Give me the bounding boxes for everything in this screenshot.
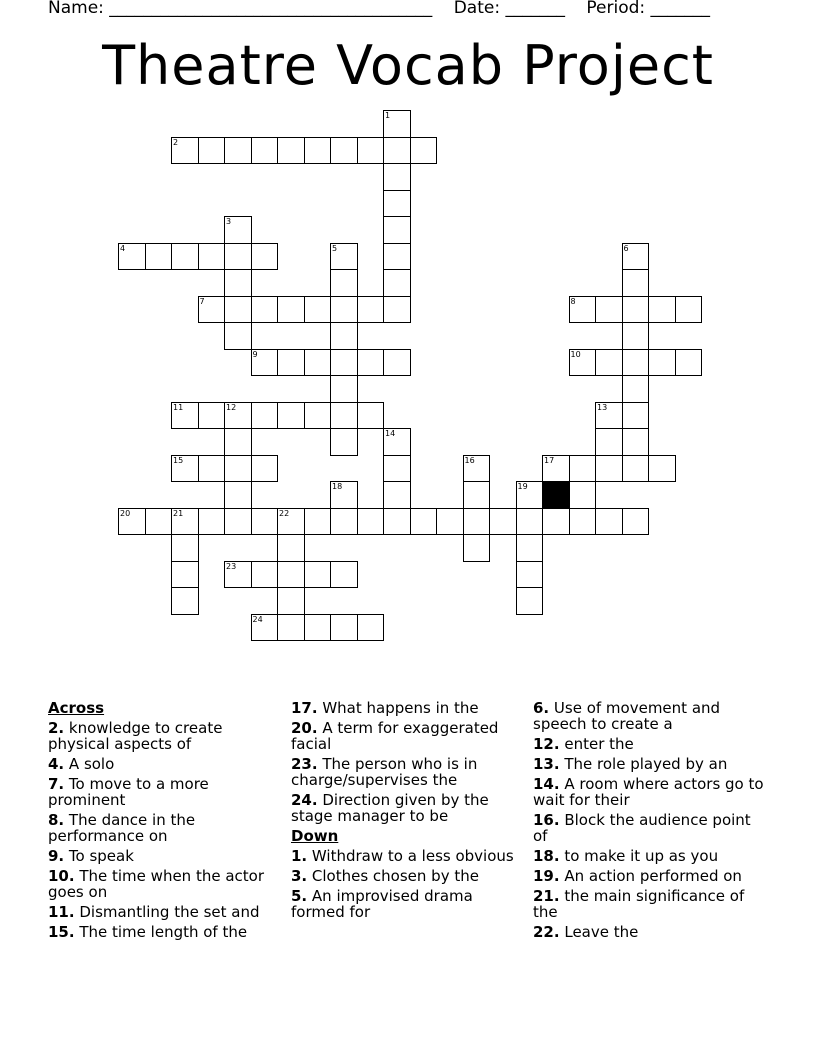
grid-cell[interactable] — [516, 587, 544, 615]
grid-black-cell — [542, 481, 570, 509]
clue-item — [48, 776, 278, 808]
clue-item-number: 23. — [291, 755, 318, 773]
grid-cell[interactable] — [198, 402, 226, 430]
grid-cell[interactable] — [383, 481, 411, 509]
clue-number: 16 — [464, 455, 475, 465]
clue-item-number: 11. — [48, 903, 75, 921]
clue-item-text: The time when the actor goes on — [48, 867, 264, 901]
clue-item-number: 19. — [533, 867, 560, 885]
clue-item — [48, 756, 278, 772]
clue-item — [48, 924, 278, 940]
clue-item-text: enter the — [559, 735, 634, 753]
clue-item — [48, 868, 278, 900]
clue-item-text: A room where actors go to wait for their — [533, 775, 764, 809]
clue-item-text: Clothes chosen by the — [307, 867, 479, 885]
grid-cell[interactable] — [145, 508, 173, 536]
grid-cell[interactable] — [277, 587, 305, 615]
clues-column-2 — [291, 700, 521, 924]
clue-item-number: 10. — [48, 867, 75, 885]
grid-cell[interactable] — [516, 534, 544, 562]
grid-cell[interactable] — [145, 243, 173, 271]
grid-cell[interactable] — [277, 534, 305, 562]
grid-cell[interactable] — [516, 508, 544, 536]
clue-item-text: The dance in the performance on — [48, 811, 196, 845]
grid-cell[interactable] — [171, 561, 199, 589]
clue-item-number: 9. — [48, 847, 65, 865]
grid-cell[interactable] — [330, 269, 358, 297]
grid-cell[interactable] — [304, 402, 332, 430]
clue-item-text: to make it up as you — [559, 847, 719, 865]
grid-cell[interactable] — [383, 428, 411, 456]
clue-item — [533, 888, 768, 920]
clue-item — [48, 904, 278, 920]
grid-cell[interactable] — [224, 561, 252, 589]
grid-cell[interactable] — [383, 269, 411, 297]
clue-item — [291, 700, 521, 716]
grid-cell[interactable] — [330, 322, 358, 350]
grid-cell[interactable] — [542, 455, 570, 483]
grid-cell[interactable] — [330, 508, 358, 536]
grid-cell[interactable] — [304, 508, 332, 536]
grid-cell[interactable] — [330, 349, 358, 377]
grid-cell[interactable] — [277, 137, 305, 165]
grid-cell[interactable] — [224, 296, 252, 324]
grid-cell[interactable] — [383, 216, 411, 244]
grid-cell[interactable] — [622, 402, 650, 430]
grid-cell[interactable] — [383, 349, 411, 377]
clue-number: 21 — [173, 508, 184, 518]
grid-cell[interactable] — [224, 269, 252, 297]
clue-number: 3 — [226, 217, 232, 226]
clue-number: 2 — [173, 137, 179, 147]
grid-cell[interactable] — [330, 428, 358, 456]
grid-cell[interactable] — [171, 534, 199, 562]
clue-item — [533, 700, 768, 732]
grid-cell[interactable] — [277, 561, 305, 589]
grid-cell[interactable] — [304, 614, 332, 642]
grid-cell[interactable] — [330, 243, 358, 271]
grid-cell[interactable] — [383, 190, 411, 218]
clue-item-number: 15. — [48, 923, 75, 941]
grid-cell[interactable] — [251, 137, 279, 165]
grid-cell[interactable] — [648, 349, 676, 377]
grid-cell[interactable] — [516, 561, 544, 589]
clue-item-number: 20. — [291, 719, 318, 737]
grid-cell[interactable] — [224, 322, 252, 350]
grid-cell[interactable] — [304, 349, 332, 377]
grid-cell[interactable] — [224, 481, 252, 509]
grid-cell[interactable] — [383, 508, 411, 536]
grid-cell[interactable] — [622, 428, 650, 456]
clue-number: 18 — [332, 482, 343, 491]
grid-cell[interactable] — [383, 137, 411, 165]
grid-cell[interactable] — [595, 296, 623, 324]
grid-cell[interactable] — [383, 243, 411, 271]
grid-cell[interactable] — [542, 508, 570, 536]
clue-item-number: 18. — [533, 847, 560, 865]
clue-item — [533, 868, 768, 884]
clue-item — [48, 812, 278, 844]
grid-cell[interactable] — [171, 137, 199, 165]
clue-item-number: 8. — [48, 811, 65, 829]
grid-cell[interactable] — [569, 349, 597, 377]
clue-item-text: A solo — [64, 755, 115, 773]
clue-item-number: 13. — [533, 755, 560, 773]
grid-cell[interactable] — [330, 402, 358, 430]
grid-cell[interactable] — [251, 508, 279, 536]
clue-item-number: 7. — [48, 775, 65, 793]
grid-cell[interactable] — [463, 508, 491, 536]
grid-cell[interactable] — [171, 587, 199, 615]
clue-number: 20 — [120, 508, 131, 518]
clue-item-number: 3. — [291, 867, 308, 885]
clue-number: 1 — [385, 111, 391, 120]
grid-cell[interactable] — [357, 402, 385, 430]
clue-number: 6 — [623, 243, 629, 253]
grid-cell[interactable] — [330, 561, 358, 589]
grid-cell[interactable] — [330, 481, 358, 509]
clue-number: 12 — [226, 402, 237, 412]
grid-cell[interactable] — [383, 110, 411, 138]
grid-cell[interactable] — [357, 137, 385, 165]
grid-cell[interactable] — [251, 561, 279, 589]
grid-cell[interactable] — [648, 455, 676, 483]
grid-cell[interactable] — [277, 349, 305, 377]
grid-cell[interactable] — [622, 349, 650, 377]
grid-cell[interactable] — [224, 508, 252, 536]
across-heading: Across — [48, 699, 105, 717]
grid-cell[interactable] — [489, 508, 517, 536]
grid-cell[interactable] — [277, 402, 305, 430]
grid-cell[interactable] — [251, 614, 279, 642]
grid-cell[interactable] — [224, 216, 252, 244]
grid-cell[interactable] — [251, 402, 279, 430]
grid-cell[interactable] — [224, 243, 252, 271]
down-heading: Down — [291, 827, 339, 845]
clue-item-number: 12. — [533, 735, 560, 753]
grid-cell[interactable] — [410, 508, 438, 536]
clue-item-text: Withdraw to a less obvious — [307, 847, 514, 865]
grid-cell[interactable] — [277, 508, 305, 536]
grid-cell[interactable] — [357, 614, 385, 642]
grid-cell[interactable] — [569, 481, 597, 509]
clue-item-number: 16. — [533, 811, 560, 829]
clue-number: 5 — [332, 243, 338, 253]
grid-cell[interactable] — [383, 455, 411, 483]
clue-item — [291, 756, 521, 788]
clue-item-number: 6. — [533, 699, 550, 717]
clue-number: 10 — [570, 349, 581, 359]
grid-cell[interactable] — [383, 296, 411, 324]
clue-item — [533, 848, 768, 864]
clue-item — [291, 868, 521, 884]
grid-cell[interactable] — [622, 508, 650, 536]
grid-cell[interactable] — [171, 455, 199, 483]
grid-cell[interactable] — [330, 296, 358, 324]
clue-item-text: the main significance of the — [533, 887, 745, 921]
page-title: Theatre Vocab Project — [102, 34, 714, 97]
clue-item-number: 21. — [533, 887, 560, 905]
clue-item-text: What happens in the — [317, 699, 479, 717]
grid-cell[interactable] — [595, 455, 623, 483]
grid-cell[interactable] — [198, 296, 226, 324]
clue-item-number: 14. — [533, 775, 560, 793]
grid-cell[interactable] — [463, 481, 491, 509]
clue-number: 7 — [199, 296, 205, 306]
clue-item — [291, 848, 521, 864]
grid-cell[interactable] — [198, 455, 226, 483]
clue-item — [48, 720, 278, 752]
grid-cell[interactable] — [357, 296, 385, 324]
grid-cell[interactable] — [330, 137, 358, 165]
clue-item — [291, 888, 521, 920]
grid-cell[interactable] — [304, 137, 332, 165]
grid-cell[interactable] — [277, 296, 305, 324]
clue-item-number: 17. — [291, 699, 318, 717]
grid-cell[interactable] — [569, 508, 597, 536]
grid-cell[interactable] — [118, 243, 146, 271]
grid-cell[interactable] — [224, 137, 252, 165]
header-fields — [48, 0, 726, 18]
grid-cell[interactable] — [251, 296, 279, 324]
clue-item — [48, 848, 278, 864]
clue-item-number: 22. — [533, 923, 560, 941]
clue-number: 19 — [517, 482, 528, 491]
grid-cell[interactable] — [171, 243, 199, 271]
clue-number: 9 — [252, 349, 258, 359]
clue-item-text: The time length of the — [74, 923, 248, 941]
date-field-label[interactable]: Date: _______ — [453, 0, 565, 18]
grid-cell[interactable] — [595, 428, 623, 456]
grid-cell[interactable] — [622, 375, 650, 403]
grid-cell[interactable] — [569, 455, 597, 483]
clue-number: 4 — [120, 243, 126, 253]
clue-item — [533, 924, 768, 940]
clue-item-number: 1. — [291, 847, 308, 865]
clue-item-text: Leave the — [559, 923, 639, 941]
grid-cell[interactable] — [410, 137, 438, 165]
grid-cell[interactable] — [436, 508, 464, 536]
clue-item — [533, 756, 768, 772]
grid-cell[interactable] — [304, 296, 332, 324]
grid-cell[interactable] — [198, 508, 226, 536]
grid-cell[interactable] — [463, 455, 491, 483]
grid-cell[interactable] — [675, 296, 703, 324]
grid-cell[interactable] — [251, 243, 279, 271]
grid-cell[interactable] — [357, 508, 385, 536]
clue-item-text: An improvised drama formed for — [291, 887, 473, 921]
name-field-label[interactable]: Name: ______________________________________ — [48, 0, 433, 18]
clue-number: 23 — [226, 561, 237, 571]
grid-cell[interactable] — [171, 508, 199, 536]
clue-item-text: Use of movement and speech to create a — [533, 699, 721, 733]
grid-cell[interactable] — [516, 481, 544, 509]
grid-cell[interactable] — [251, 455, 279, 483]
clues-column-3 — [533, 700, 768, 944]
clue-item-number: 2. — [48, 719, 65, 737]
grid-cell[interactable] — [304, 561, 332, 589]
clue-item — [291, 792, 521, 824]
grid-cell[interactable] — [357, 349, 385, 377]
grid-cell[interactable] — [595, 402, 623, 430]
grid-cell[interactable] — [118, 508, 146, 536]
grid-cell[interactable] — [383, 163, 411, 191]
clue-number: 15 — [173, 455, 184, 465]
clue-item — [533, 812, 768, 844]
grid-cell[interactable] — [675, 349, 703, 377]
grid-cell[interactable] — [622, 322, 650, 350]
clue-item — [291, 720, 521, 752]
clue-item-text: To move to a more prominent — [48, 775, 209, 809]
clue-number: 14 — [385, 429, 396, 438]
grid-cell[interactable] — [463, 534, 491, 562]
clue-item-text: The role played by an — [559, 755, 728, 773]
clue-number: 17 — [544, 455, 555, 465]
grid-cell[interactable] — [224, 455, 252, 483]
clue-item-text: An action performed on — [559, 867, 742, 885]
grid-cell[interactable] — [224, 402, 252, 430]
clue-item-text: knowledge to create physical aspects of — [48, 719, 223, 753]
grid-cell[interactable] — [622, 243, 650, 271]
grid-cell[interactable] — [171, 402, 199, 430]
grid-cell[interactable] — [224, 428, 252, 456]
grid-cell[interactable] — [198, 137, 226, 165]
clue-item-number: 24. — [291, 791, 318, 809]
clue-item — [533, 736, 768, 752]
grid-cell[interactable] — [251, 349, 279, 377]
clue-item-text: The person who is in charge/supervises the — [291, 755, 478, 789]
clue-item-number: 5. — [291, 887, 308, 905]
clue-item-text: Block the audience point of — [533, 811, 751, 845]
clue-number: 13 — [597, 402, 608, 412]
clue-item-text: Direction given by the stage manager to be — [291, 791, 489, 825]
clue-number: 11 — [173, 402, 184, 412]
clue-item — [533, 776, 768, 808]
grid-cell[interactable] — [595, 508, 623, 536]
grid-cell[interactable] — [277, 614, 305, 642]
grid-cell[interactable] — [622, 455, 650, 483]
clue-number: 8 — [570, 296, 576, 306]
grid-cell[interactable] — [648, 296, 676, 324]
clue-item-text: A term for exaggerated facial — [291, 719, 499, 753]
clue-item-text: Dismantling the set and — [74, 903, 260, 921]
grid-cell[interactable] — [622, 296, 650, 324]
grid-cell[interactable] — [595, 349, 623, 377]
grid-cell[interactable] — [330, 375, 358, 403]
period-field-label[interactable]: Period: _______ — [586, 0, 711, 18]
grid-cell[interactable] — [330, 614, 358, 642]
grid-cell[interactable] — [622, 269, 650, 297]
clue-number: 24 — [252, 614, 263, 624]
clue-item-number: 4. — [48, 755, 65, 773]
clues-column-1 — [48, 700, 278, 944]
grid-cell[interactable] — [198, 243, 226, 271]
clue-number: 22 — [279, 508, 290, 518]
grid-cell[interactable] — [569, 296, 597, 324]
clue-item-text: To speak — [64, 847, 134, 865]
